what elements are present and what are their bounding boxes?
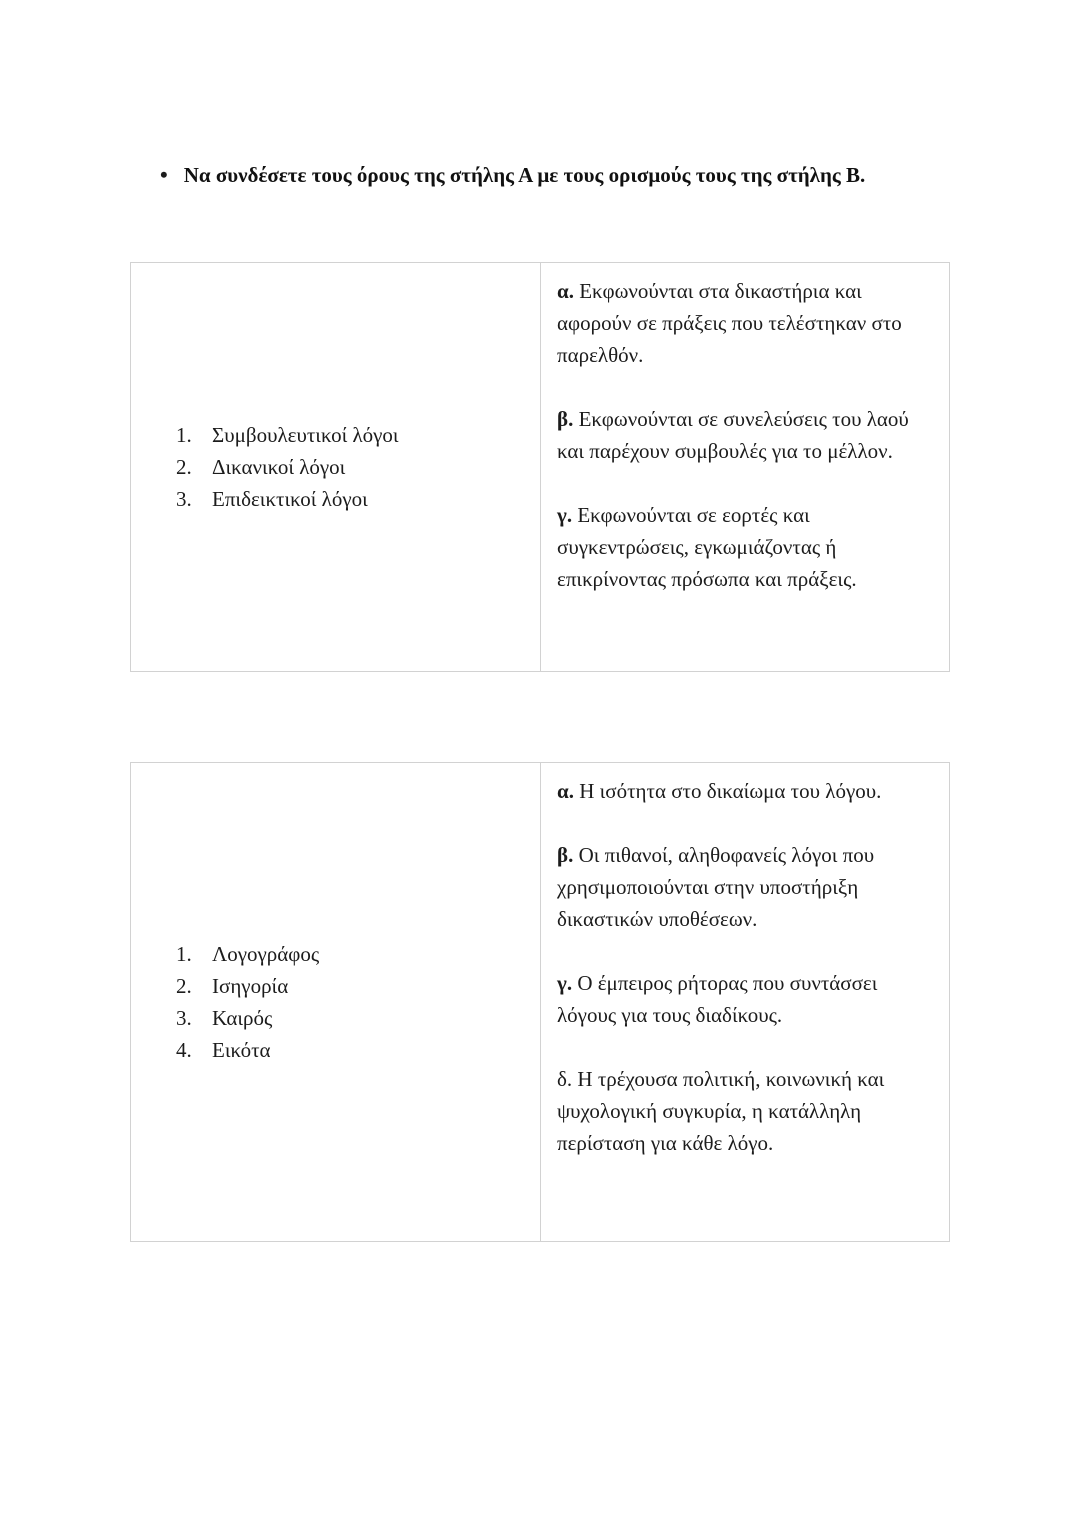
definition-item (557, 839, 931, 935)
term-label: Εικότα (212, 1038, 271, 1062)
definition-item (557, 403, 931, 467)
instruction-row (0, 0, 1080, 190)
definition-label: β. (557, 407, 574, 431)
match-table-2-terms-column (131, 763, 540, 1241)
match-table-2-definitions-column (540, 763, 949, 1241)
term-number: 4. (176, 1038, 192, 1062)
definition-item (557, 499, 931, 595)
term-label: Λογογράφος (212, 942, 320, 966)
term-item (176, 1002, 530, 1034)
match-table-1 (130, 262, 950, 672)
definition-text: Η τρέχουσα πολιτική, κοινωνική και ψυχολογική συγκυρία, η κατάλληλη περίσταση για κάθε λόγο. (557, 1067, 885, 1155)
term-item (176, 1034, 530, 1066)
match-table-2 (130, 762, 950, 1242)
definition-item (557, 775, 931, 807)
term-item (176, 970, 530, 1002)
term-number: 3. (176, 1006, 192, 1030)
definition-label: γ. (557, 503, 573, 527)
definition-text: Ο έμπειρος ρήτορας που συντάσσει λόγους για τους διαδίκους. (557, 971, 878, 1027)
definition-text: Εκφωνούνται σε συνελεύσεις του λαού και παρέχουν συμβουλές για το μέλλον. (557, 407, 909, 463)
match-table-1-definitions-column (540, 263, 949, 671)
term-item (176, 419, 530, 451)
term-label: Επιδεικτικοί λόγοι (212, 487, 368, 511)
term-item (176, 483, 530, 515)
term-label: Δικανικοί λόγοι (212, 455, 346, 479)
definition-label: γ. (557, 971, 573, 995)
term-number: 1. (176, 423, 192, 447)
definition-item (557, 275, 931, 371)
definition-item (557, 967, 931, 1031)
term-item (176, 451, 530, 483)
definition-text: Εκφωνούνται σε εορτές και συγκεντρώσεις, εγκωμιάζοντας ή επικρίνοντας πρόσωπα και πράξεις. (557, 503, 857, 591)
definition-label: α. (557, 779, 574, 803)
definition-text: Η ισότητα στο δικαίωμα του λόγου. (579, 779, 882, 803)
term-label: Καιρός (212, 1006, 273, 1030)
term-label: Ισηγορία (212, 974, 289, 998)
definition-text: Εκφωνούνται στα δικαστήρια και αφορούν σε πράξεις που τελέστηκαν στο παρελθόν. (557, 279, 902, 367)
term-number: 3. (176, 487, 192, 511)
term-number: 2. (176, 974, 192, 998)
definition-item (557, 1063, 931, 1159)
match-table-1-terms-column (131, 263, 540, 671)
bullet-marker: • (160, 162, 168, 187)
term-item (176, 938, 530, 970)
definition-label: β. (557, 843, 574, 867)
definition-label: α. (557, 279, 574, 303)
definition-label: δ. (557, 1067, 573, 1091)
term-number: 2. (176, 455, 192, 479)
term-number: 1. (176, 942, 192, 966)
instruction-text: Να συνδέσετε τους όρους της στήλης Α με τους ορισμούς τους της στήλης Β. (183, 163, 866, 187)
term-label: Συμβουλευτικοί λόγοι (212, 423, 399, 447)
definition-text: Οι πιθανοί, αληθοφανείς λόγοι που χρησιμοποιούνται στην υποστήριξη δικαστικών υποθέσεων. (557, 843, 875, 931)
